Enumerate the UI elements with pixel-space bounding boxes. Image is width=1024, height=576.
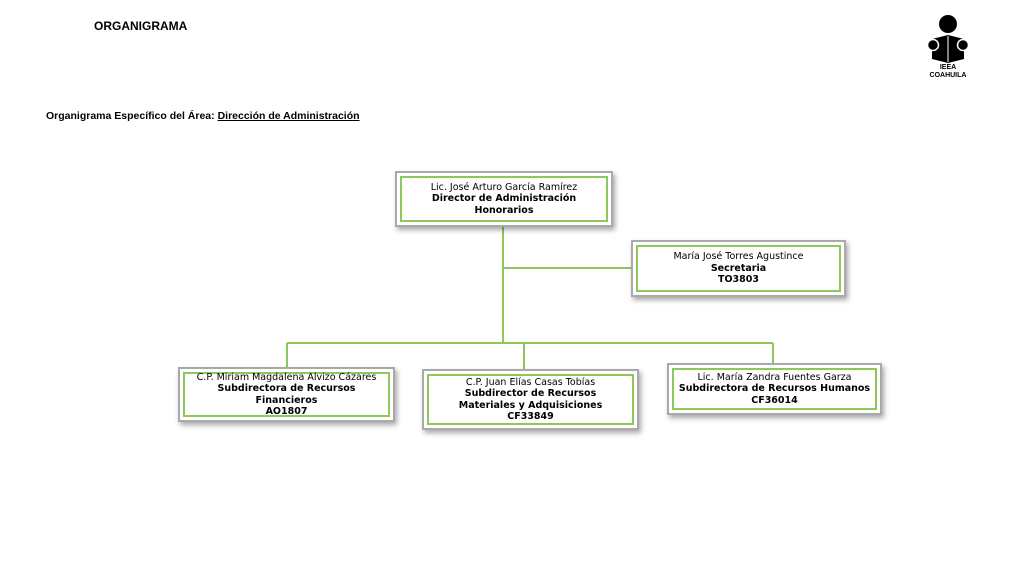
subordinate-code: CF33849 (507, 411, 554, 422)
logo-text-iea: IEEA (939, 64, 957, 71)
subordinate-code: CF36014 (751, 394, 798, 406)
subtitle-label: Organigrama Específico del Área: (46, 110, 215, 122)
page-title: ORGANIGRAMA (94, 19, 188, 33)
logo-text-coahuila: COAHUILA (929, 72, 967, 79)
subordinate-box-financieros (178, 367, 395, 422)
director-box (395, 171, 613, 227)
subordinate-role: Subdirectora de Recursos Humanos (678, 383, 871, 395)
director-code: Honorarios (474, 204, 534, 216)
director-role: Director de Administración (431, 193, 577, 205)
subordinate-code: AO1807 (265, 406, 308, 417)
secretary-box (631, 240, 846, 297)
secretary-role: Secretaria (710, 262, 767, 274)
secretary-code: TO3803 (718, 274, 759, 286)
subordinate-box-materiales (422, 369, 639, 430)
subordinate-role: Subdirectora de Recursos Financieros (217, 383, 356, 406)
subordinate-name: C.P. Miriam Magdalena Alvizo Cázares (196, 371, 377, 383)
director-name: Lic. José Arturo García Ramírez (430, 181, 578, 193)
subordinate-name: C.P. Juan Elías Casas Tobías (465, 376, 596, 388)
subtitle-area-link: Dirección de Administración (217, 110, 360, 122)
secretary-name: María José Torres Agustince (673, 251, 804, 263)
subordinate-role: Subdirector de Recursos Materiales y Adquisiciones (458, 388, 603, 411)
subordinate-box-humanos (667, 363, 882, 415)
subordinate-name: Lic. María Zandra Fuentes Garza (697, 371, 852, 383)
